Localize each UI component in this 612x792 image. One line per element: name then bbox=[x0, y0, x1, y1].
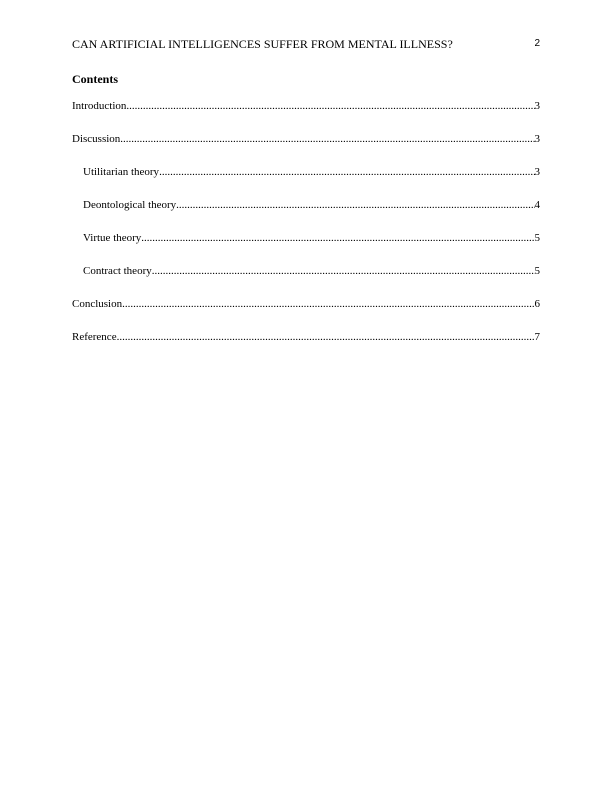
dot-leader bbox=[126, 98, 534, 114]
toc-entry-conclusion[interactable] bbox=[72, 296, 540, 312]
toc-entry-page: 4 bbox=[534, 199, 540, 211]
dot-leader bbox=[176, 197, 534, 213]
toc-entry-title: Virtue theory bbox=[83, 232, 142, 244]
table-of-contents bbox=[72, 98, 540, 362]
toc-entry-reference[interactable] bbox=[72, 329, 540, 345]
toc-entry-page: 7 bbox=[534, 331, 540, 343]
toc-entry-contract-theory[interactable] bbox=[72, 263, 540, 279]
toc-entry-page: 3 bbox=[534, 166, 540, 178]
toc-entry-page: 5 bbox=[534, 265, 540, 277]
running-head-title: CAN ARTIFICIAL INTELLIGENCES SUFFER FROM MENTAL ILLNESS? bbox=[72, 37, 453, 51]
dot-leader bbox=[120, 131, 534, 147]
dot-leader bbox=[117, 329, 535, 345]
page-number: 2 bbox=[534, 38, 540, 49]
toc-entry-title: Discussion bbox=[72, 133, 121, 145]
dot-leader bbox=[159, 164, 534, 180]
toc-entry-deontological-theory[interactable] bbox=[72, 197, 540, 213]
toc-entry-page: 6 bbox=[534, 298, 540, 310]
toc-entry-introduction[interactable] bbox=[72, 98, 540, 114]
toc-entry-virtue-theory[interactable] bbox=[72, 230, 540, 246]
page-header bbox=[72, 36, 540, 52]
toc-entry-title: Introduction bbox=[72, 100, 127, 112]
toc-entry-title: Conclusion bbox=[72, 298, 123, 310]
toc-entry-page: 3 bbox=[534, 133, 540, 145]
toc-entry-page: 3 bbox=[534, 100, 540, 112]
dot-leader bbox=[141, 230, 534, 246]
dot-leader bbox=[152, 263, 535, 279]
toc-entry-title: Contract theory bbox=[83, 265, 152, 277]
toc-entry-title: Utilitarian theory bbox=[83, 166, 160, 178]
toc-entry-utilitarian-theory[interactable] bbox=[72, 164, 540, 180]
dot-leader bbox=[122, 296, 534, 312]
toc-heading: Contents bbox=[72, 72, 119, 86]
toc-entry-title: Deontological theory bbox=[83, 199, 177, 211]
toc-entry-title: Reference bbox=[72, 331, 117, 343]
toc-entry-page: 5 bbox=[534, 232, 540, 244]
toc-entry-discussion[interactable] bbox=[72, 131, 540, 147]
